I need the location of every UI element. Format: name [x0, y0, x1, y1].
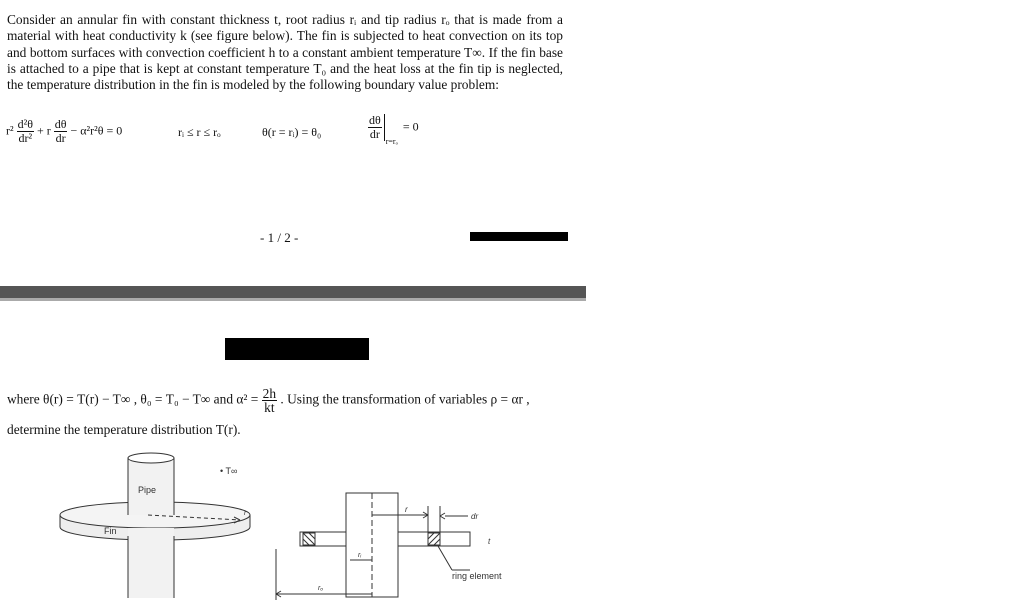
where-prefix: where θ(r) = T(r) − T∞ , θ₀ = T₀ − T∞ and α² =: [7, 391, 259, 407]
page-divider: [0, 286, 586, 298]
definitions-line: [7, 387, 587, 414]
where-suffix: . Using the transformation of variables ρ = αr ,: [280, 391, 530, 407]
dr-label: dr: [471, 512, 479, 521]
ro-label: rₒ: [318, 585, 324, 592]
eq-dr2: dr²: [18, 131, 33, 145]
eq-dtheta: dθ: [54, 117, 67, 131]
eq-plus-r: + r: [36, 123, 51, 138]
redaction-bar: [470, 232, 568, 241]
bc1: θ(r = rᵢ) = θ₀: [262, 125, 322, 139]
r-label: r: [405, 505, 408, 514]
first-derivative: [54, 118, 68, 145]
pipe-label: Pipe: [138, 485, 157, 495]
alpha-den: kt: [264, 400, 275, 415]
task-line: determine the temperature distribution T(r).: [7, 422, 241, 437]
pipe-section: [346, 493, 398, 597]
bc2-sub: r=rₒ: [385, 137, 398, 147]
boundary-value-equations: [6, 112, 566, 156]
bc2-den: dr: [369, 127, 380, 141]
annular-fin-figure: [0, 440, 600, 608]
domain: rᵢ ≤ r ≤ rₒ: [178, 125, 221, 139]
second-derivative: [17, 118, 34, 145]
t-label: t: [488, 537, 491, 546]
eq-dr: dr: [55, 131, 66, 145]
page-number: - 1 / 2 -: [260, 230, 299, 245]
bc2-rhs: = 0: [402, 119, 419, 134]
ode: [6, 118, 122, 145]
ring-element-label: ring element: [452, 571, 502, 581]
eq-d2theta: d²θ: [17, 117, 33, 131]
r-axis-label: r: [244, 510, 247, 517]
fin-label: Fin: [104, 526, 117, 536]
eq-r2: r²: [6, 123, 14, 138]
alpha-num: 2h: [262, 386, 277, 401]
eq-rest: − α²r²θ = 0: [70, 123, 123, 138]
pipe-top: [128, 453, 174, 463]
redaction-block: [225, 338, 369, 360]
bc2: [368, 113, 419, 147]
t-inf-label: • T∞: [220, 466, 238, 476]
problem-statement: Consider an annular fin with constant thickness t, root radius rᵢ and tip radius rₒ that is made from a material with heat conductivity k (see figure below). The fin is subjected to heat convection on its top and bottom surfaces with convection coefficient h to a constant ambient temperature T∞. If the fin base is attached to a pipe that is kept at constant temperature T₀ and the heat loss at the fin tip is neglected, the temperature distribution in the fin is modeled by the following boundary value problem:: [7, 12, 563, 93]
alpha-fraction: [262, 387, 277, 414]
ri-label: rᵢ: [358, 552, 362, 559]
bc2-derivative: [368, 114, 385, 141]
bc2-num: dθ: [369, 113, 381, 127]
